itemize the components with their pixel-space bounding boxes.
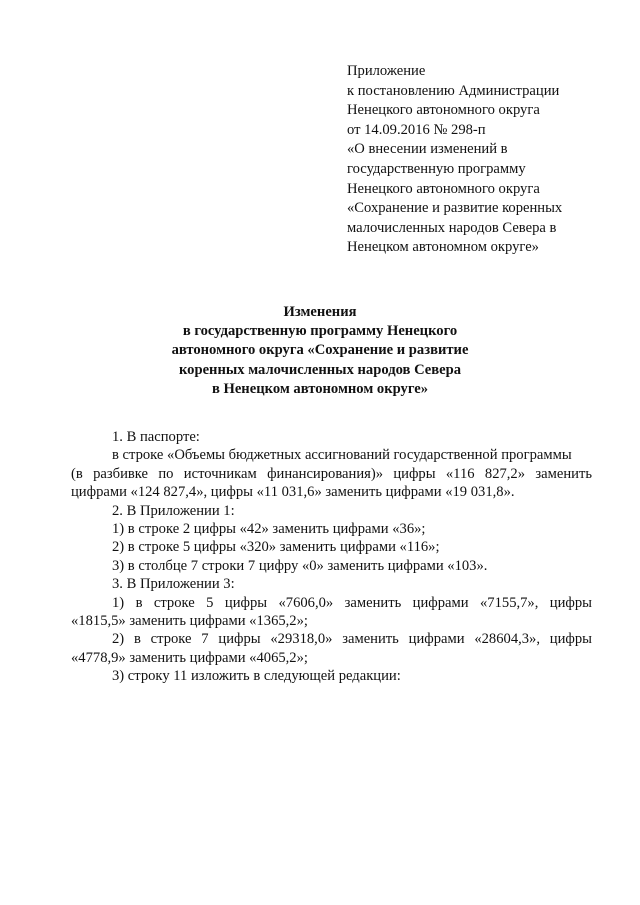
appendix-line: Ненецком автономном округе» — [347, 239, 539, 256]
title-line: коренных малочисленных народов Севера — [178, 361, 462, 378]
appendix-line: «Сохранение и развитие коренных — [347, 200, 563, 217]
appendix-line: Ненецкого автономного округа — [347, 102, 540, 119]
list-item: 3) в столбце 7 строки 7 цифру «0» заменить цифрами «103». — [112, 557, 488, 574]
list-item-continuation: «1815,5» заменить цифрами «1365,2»; — [71, 612, 308, 629]
list-item: 2) в строке 5 цифры «320» заменить цифрами «116»; — [112, 539, 440, 556]
section-1-heading: 1. В паспорте: — [112, 429, 200, 445]
document-body — [71, 428, 592, 685]
document-title — [120, 303, 520, 399]
title-line: в Ненецком автономном округе» — [211, 380, 429, 397]
appendix-line: государственную программу — [347, 160, 526, 177]
paragraph-line: (в разбивке по источникам финансирования)» цифры «116 827,2» заменить — [71, 465, 592, 482]
section-3-heading: 3. В Приложении 3: — [112, 576, 235, 593]
appendix-line: от 14.09.2016 № 298-п — [347, 121, 486, 138]
appendix-line: «О внесении изменений в — [347, 141, 508, 158]
list-item: 1) в строке 2 цифры «42» заменить цифрами «36»; — [112, 520, 426, 537]
list-item: 3) строку 11 изложить в следующей редакции: — [112, 668, 401, 685]
title-line: автономного округа «Сохранение и развитие — [171, 342, 469, 359]
paragraph-line: в строке «Объемы бюджетных ассигнований государственной программы — [112, 447, 572, 464]
list-item-continuation: «4778,9» заменить цифрами «4065,2»; — [71, 649, 308, 666]
list-item: 1) в строке 5 цифры «7606,0» заменить цифрами «7155,7», цифры — [112, 594, 592, 611]
paragraph-line: цифрами «124 827,4», цифры «11 031,6» заменить цифрами «19 031,8». — [71, 484, 515, 501]
appendix-line: к постановлению Администрации — [347, 82, 560, 99]
list-item: 2) в строке 7 цифры «29318,0» заменить цифрами «28604,3», цифры — [112, 631, 592, 648]
title-line: в государственную программу Ненецкого — [182, 323, 458, 340]
appendix-header — [347, 62, 617, 258]
appendix-line: малочисленных народов Севера в — [347, 219, 557, 236]
title-line: Изменения — [283, 304, 357, 320]
appendix-line: Приложение — [347, 63, 426, 79]
section-2-heading: 2. В Приложении 1: — [112, 502, 235, 519]
appendix-line: Ненецкого автономного округа — [347, 180, 540, 197]
